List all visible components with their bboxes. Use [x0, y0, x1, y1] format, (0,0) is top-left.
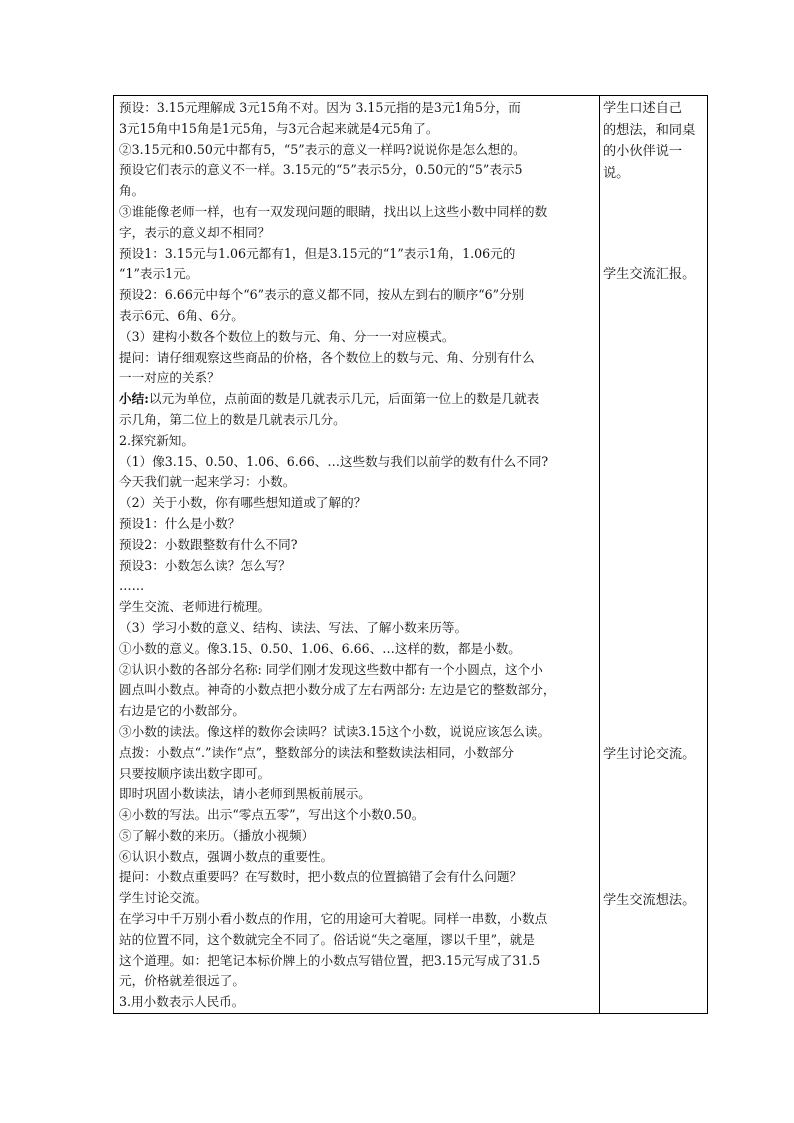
content-line: ③谁能像老师一样，也有一双发现问题的眼睛，找出以上这些小数中同样的数	[119, 203, 548, 219]
student-activity-4	[603, 890, 707, 912]
lesson-content-column	[119, 98, 596, 1013]
content-line: 只要按顺序读出数字即可。	[119, 765, 271, 781]
content-line: ⑤了解小数的来历。（播放小视频）	[119, 827, 315, 843]
side-line: 的想法，和同桌	[603, 122, 696, 138]
content-line: （3）学习小数的意义、结构、读法、写法、了解小数来历等。	[119, 619, 468, 635]
content-line: （3）建构小数各个数位上的数与元、角、分一一对应模式。	[119, 328, 455, 344]
content-line: 表示6元、6角、6分。	[119, 307, 244, 323]
content-line: （2）关于小数，你有哪些想知道或了解的？	[119, 495, 367, 511]
lesson-table	[113, 95, 708, 1014]
content-line: 元，价格就差很远了。	[119, 973, 245, 989]
content-line: 2.探究新知。	[119, 432, 194, 448]
content-line: 这个道理。如：把笔记本标价牌上的小数点写错位置，把3.15元写成了31.5	[119, 952, 541, 968]
content-line: 今天我们就一起来学习：小数。	[119, 474, 296, 490]
content-line: 3元15角中15角是1元5角，与3元合起来就是4元5角了。	[119, 120, 439, 136]
content-line: 预设1：3.15元与1.06元都有1，但是3.15元的“1”表示1角，1.06元的	[119, 245, 516, 261]
content-line: 示几角，第二位上的数是几就表示几分。	[119, 411, 346, 427]
content-line: 右边是它的小数部分。	[119, 703, 245, 719]
content-line: 预设2：小数跟整数有什么不同?	[119, 536, 298, 552]
content-line: 即时巩固小数读法，请小老师到黑板前展示。	[119, 786, 371, 802]
content-line: 提问：小数点重要吗？在写数时，把小数点的位置搞错了会有什么问题？	[119, 869, 522, 885]
content-line: ④小数的写法。出示“零点五零”，写出这个小数0.50。	[119, 807, 425, 823]
student-activity-3	[603, 744, 707, 766]
content-line: （1）像3.15、0.50、1.06、6.66、…这些数与我们以前学的数有什么不同?	[119, 453, 549, 469]
content-line: 一一对应的关系？	[119, 370, 220, 386]
content-line: 站的位置不同，这个数就完全不同了。俗话说“失之毫厘，谬以千里”，就是	[119, 931, 535, 947]
student-activity-2	[603, 264, 707, 286]
content-line: 预设1：什么是小数？	[119, 515, 241, 531]
content-line: ②认识小数的各部分名称: 同学们刚才发现这些数中都有一个小圆点，这个小	[119, 661, 543, 677]
content-line: 预设它们表示的意义不一样。3.15元的“5”表示5分，0.50元的“5”表示5	[119, 162, 523, 178]
side-line: 学生讨论交流。	[603, 747, 696, 762]
content-line: ①小数的意义。像3.15、0.50、1.06、6.66、…这样的数，都是小数。	[119, 640, 521, 656]
content-line: 学生交流、老师进行梳理。	[119, 599, 271, 615]
student-activity-1	[603, 98, 707, 184]
content-line: ……	[119, 578, 145, 594]
column-divider	[599, 96, 600, 1013]
content-line: 在学习中千万别小看小数点的作用，它的用途可大着呢。同样一串数，小数点	[119, 911, 548, 927]
content-line: “1”表示1元。	[119, 266, 199, 282]
content-line: 点拨：小数点“.”读作“点”，整数部分的读法和整数读法相同，小数部分	[119, 744, 514, 760]
content-line: ②3.15元和0.50元中都有5，“5”表示的意义一样吗?说说你是怎么想的。	[119, 141, 526, 157]
side-line: 学生交流汇报。	[603, 267, 696, 282]
content-line: 预设3：小数怎么读？怎么写？	[119, 557, 291, 573]
content-line: 3.用小数表示人民币。	[119, 994, 245, 1010]
summary-label: 小结:	[119, 391, 149, 407]
content-line: ⑥认识小数点，强调小数点的重要性。	[119, 848, 334, 864]
summary-line	[119, 389, 596, 410]
content-line: 字，表示的意义却不相同？	[119, 224, 271, 240]
content-line: 预设：3.15元理解成 3元15角不对。因为 3.15元指的是3元1角5分，而	[119, 100, 521, 115]
content-line: 预设2：6.66元中每个“6”表示的意义都不同，按从左到右的顺序“6”分别	[119, 287, 525, 303]
content-line: ③小数的读法。像这样的数你会读吗？试读3.15这个小数，说说应该怎么读。	[119, 723, 551, 739]
side-line: 的小伙伴说一	[603, 144, 683, 159]
side-line: 说。	[603, 165, 630, 181]
side-line: 学生交流想法。	[603, 893, 696, 908]
content-line: 提问：请仔细观察这些商品的价格，各个数位上的数与元、角、分别有什么	[119, 349, 535, 365]
content-line: 圆点叫小数点。神奇的小数点把小数分成了左右两部分: 左边是它的整数部分，	[119, 682, 556, 698]
content-line: 角。	[119, 183, 145, 199]
content-line: 学生讨论交流。	[119, 890, 208, 906]
side-line: 学生口述自己	[603, 101, 683, 116]
summary-text: 以元为单位，点前面的数是几就表示几元，后面第一位上的数是几就表	[148, 391, 540, 407]
